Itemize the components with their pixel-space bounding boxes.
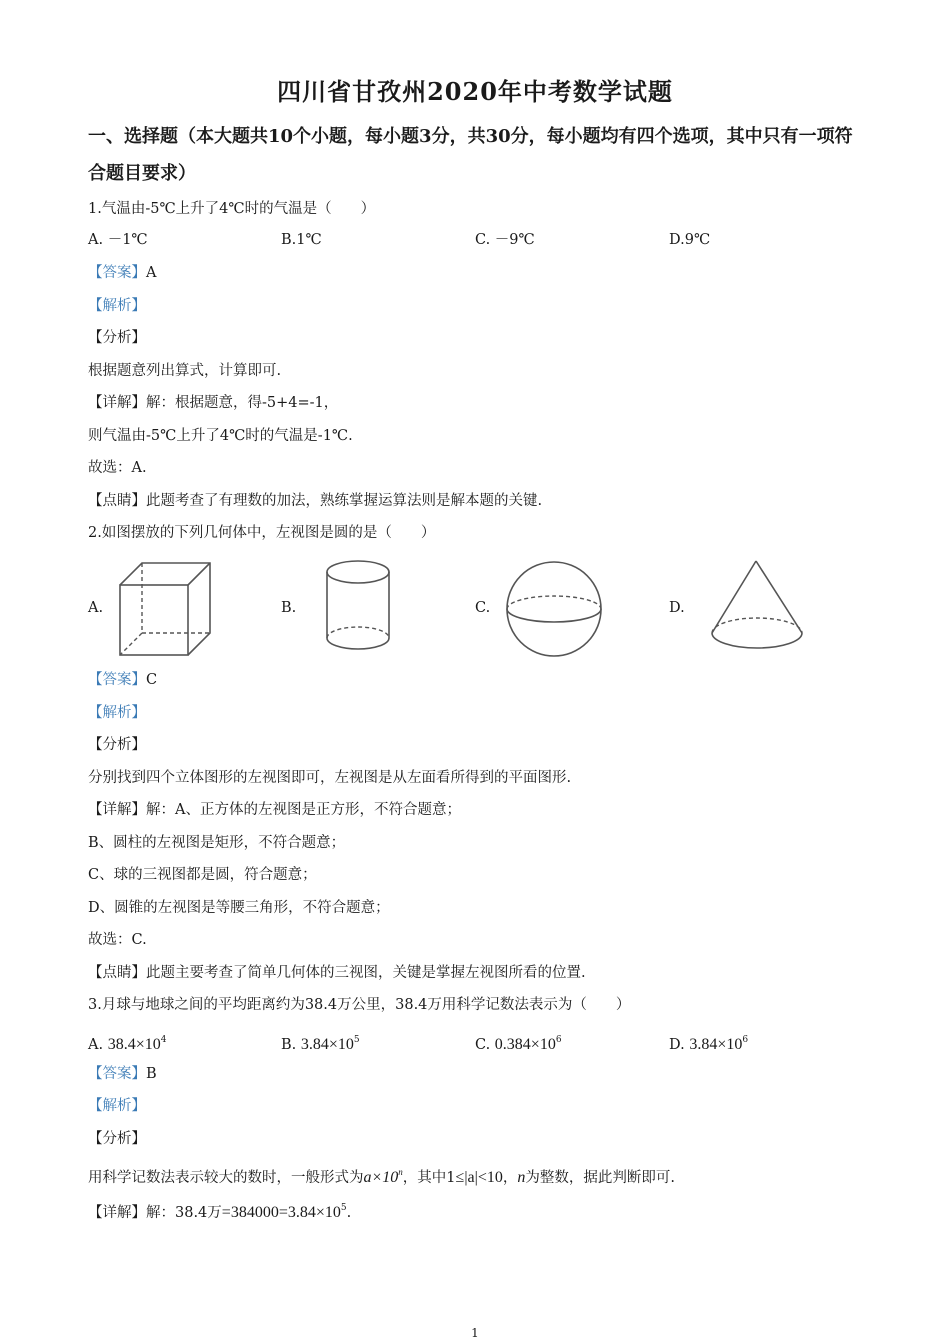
q2-answer: 【答案】C [88, 672, 158, 688]
cube-figure [110, 555, 220, 665]
answer-tag: 【答案】 [88, 265, 146, 281]
q2-stem: 2.如图摆放的下列几何体中，左视图是圆的是（ ） [88, 525, 436, 541]
q1-option-d: D.9℃ [669, 232, 711, 248]
q1-option-b: B.1℃ [281, 232, 322, 248]
q1-fenxi: 根据题意列出算式，计算即可. [88, 363, 282, 379]
q1-dianjing: 【点睛】此题考查了有理数的加法，熟练掌握运算法则是解本题的关键. [88, 493, 543, 509]
q2-option-c-label: C. [475, 600, 491, 616]
q3-fenxi: 用科学记数法表示较大的数时，一般形式为$a\times 10^n$，其中1≤|a|<10，n为整数，据此判断即可. [88, 1167, 675, 1186]
q2-dianjing: 【点睛】此题主要考查了简单几何体的三视图，关键是掌握左视图所看的位置. [88, 965, 586, 981]
q1-option-c: C. －9℃ [475, 232, 535, 248]
page-number: 1 [471, 1326, 479, 1340]
q1-xiangjie: 【详解】解：根据题意，得-5+4=-1， [88, 395, 339, 411]
q2-option-b-label: B. [281, 600, 297, 616]
q3-stem: 3.月球与地球之间的平均距离约为38.4万公里，38.4万用科学记数法表示为（ ） [88, 997, 631, 1013]
cone-figure [706, 556, 810, 656]
q3-option-d: D. $3.84\times 10^6$ [669, 1035, 749, 1053]
q3-option-a: A. $38.4\times 10^4$ [88, 1035, 167, 1053]
q3-jiexi-tag: 【解析】 [88, 1098, 146, 1114]
section-heading: 一、选择题（本大题共10个小题，每小题3分，共30分，每小题均有四个选项，其中只有一项符合题目要求） [88, 126, 853, 184]
q2-xiangjie-line2: B、圆柱的左视图是矩形，不符合题意； [88, 835, 346, 851]
q2-guxuan: 故选：C. [88, 932, 147, 948]
q2-xiangjie: 【详解】解：A、正方体的左视图是正方形，不符合题意； [88, 802, 461, 818]
q2-fenxi: 分别找到四个立体图形的左视图即可，左视图是从左面看所得到的平面图形. [88, 770, 572, 786]
q2-xiangjie-line4: D、圆锥的左视图是等腰三角形，不符合题意； [88, 900, 390, 916]
cylinder-figure [320, 558, 396, 658]
q3-answer: 【答案】B [88, 1066, 157, 1082]
q3-option-b: B. $3.84\times 10^5$ [281, 1035, 360, 1053]
q2-option-a-label: A. [88, 600, 104, 616]
q2-option-d-label: D. [669, 600, 685, 616]
q3-fenxi-tag: 【分析】 [88, 1131, 146, 1147]
q1-fenxi-tag: 【分析】 [88, 330, 146, 346]
q1-answer: 【答案】A [88, 265, 157, 281]
sphere-figure [504, 559, 604, 659]
q3-xiangjie: 【详解】解：38.4万$=384000=3.84\times 10^5$. [88, 1203, 352, 1221]
q1-stem: 1.气温由-5℃上升了4℃时的气温是（ ） [88, 201, 376, 217]
q2-fenxi-tag: 【分析】 [88, 737, 146, 753]
q1-option-a: A. －1℃ [88, 232, 148, 248]
q1-guxuan: 故选：A. [88, 460, 147, 476]
q1-xiangjie-line2: 则气温由-5℃上升了4℃时的气温是-1℃. [88, 428, 353, 444]
q2-jiexi-tag: 【解析】 [88, 705, 146, 721]
q2-xiangjie-line3: C、球的三视图都是圆，符合题意； [88, 867, 317, 883]
q1-jiexi-tag: 【解析】 [88, 298, 146, 314]
document-title: 四川省甘孜州2020年中考数学试题 [277, 77, 673, 106]
q3-option-c: C. $0.384\times 10^6$ [475, 1035, 562, 1053]
